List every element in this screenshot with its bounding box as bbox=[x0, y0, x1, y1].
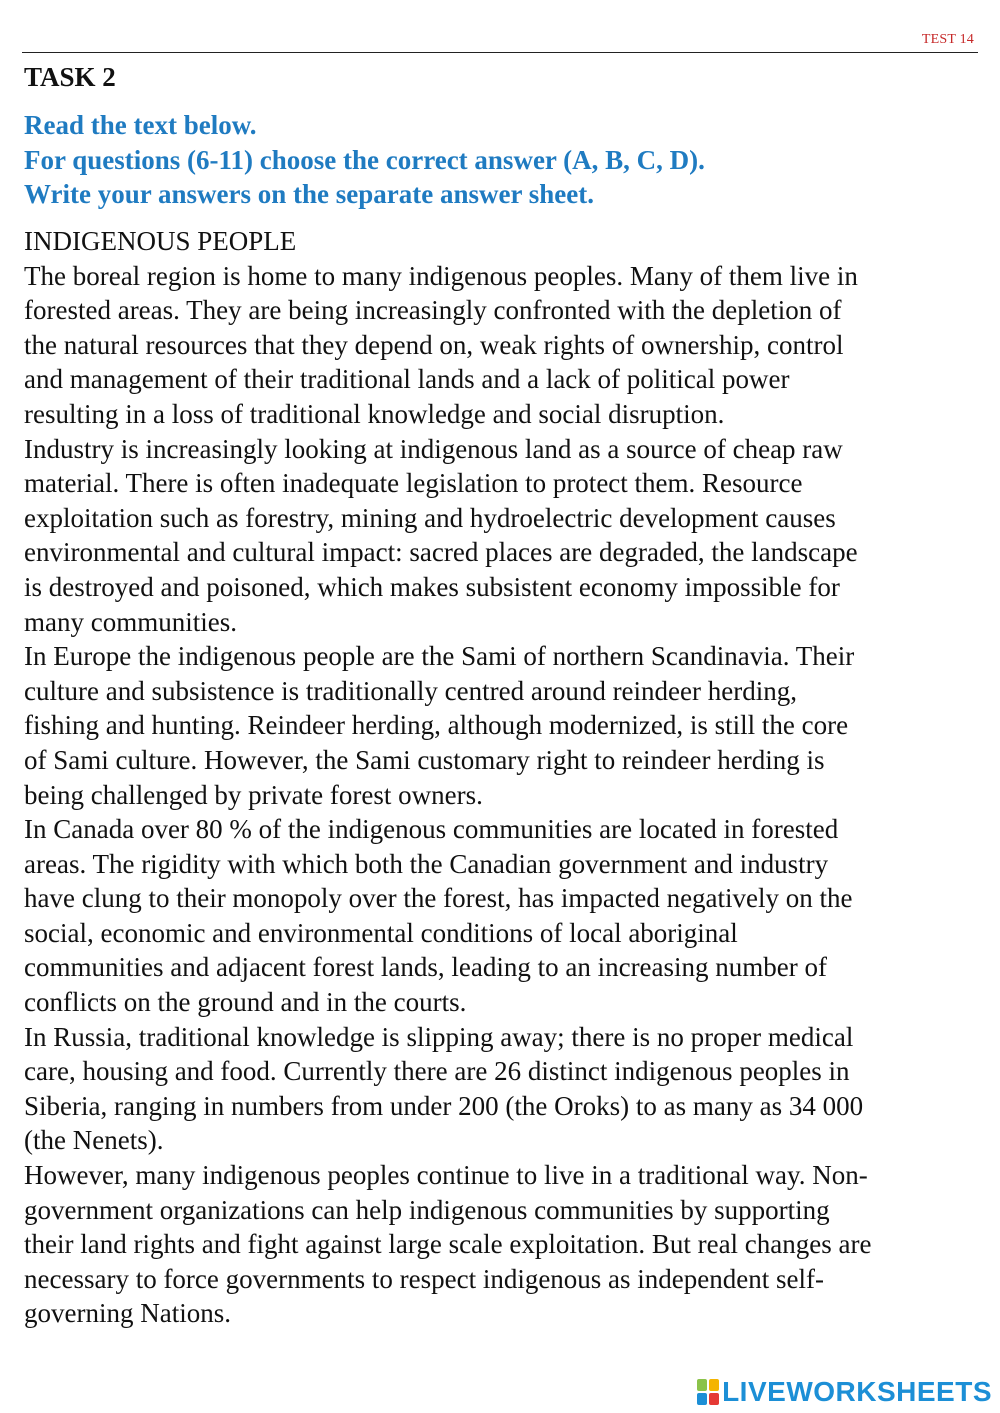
text-line: Siberia, ranging in numbers from under 200 (the Oroks) to as many as 34 000 bbox=[24, 1090, 864, 1121]
text-line: have clung to their monopoly over the forest, has impacted negatively on the bbox=[24, 883, 853, 914]
text-line: many communities. bbox=[24, 606, 237, 637]
article-title: INDIGENOUS PEOPLE bbox=[24, 226, 297, 256]
text-line: social, economic and environmental conditions of local aboriginal bbox=[24, 917, 738, 948]
header-divider bbox=[22, 52, 978, 53]
text-line: In Europe the indigenous people are the Sami of northern Scandinavia. Their bbox=[24, 641, 855, 672]
text-line: In Canada over 80 % of the indigenous communities are located in forested bbox=[24, 814, 839, 845]
text-line: However, many indigenous peoples continue to live in a traditional way. Non- bbox=[24, 1160, 868, 1191]
text-line: fishing and hunting. Reindeer herding, although modernized, is still the core bbox=[24, 710, 849, 741]
text-line: areas. The rigidity with which both the Canadian government and industry bbox=[24, 848, 829, 879]
task-title: TASK 2 bbox=[24, 62, 116, 92]
text-line: forested areas. They are being increasingly confronted with the depletion of bbox=[24, 295, 842, 326]
test-number-label: TEST 14 bbox=[921, 32, 974, 47]
text-line: (the Nenets). bbox=[24, 1125, 164, 1156]
text-line: government organizations can help indigenous communities by supporting bbox=[24, 1194, 830, 1225]
instruction-line: For questions (6-11) choose the correct answer (A, B, C, D). bbox=[24, 144, 705, 175]
text-line: In Russia, traditional knowledge is slipping away; there is no proper medical bbox=[24, 1021, 854, 1052]
text-line: governing Nations. bbox=[24, 1298, 231, 1329]
text-line: is destroyed and poisoned, which makes subsistent economy impossible for bbox=[24, 571, 840, 602]
text-line: The boreal region is home to many indigenous peoples. Many of them live in bbox=[24, 260, 858, 291]
instruction-line: Read the text below. bbox=[24, 110, 257, 140]
text-line: the natural resources that they depend on, weak rights of ownership, control bbox=[24, 329, 844, 360]
liveworksheets-watermark bbox=[697, 1376, 992, 1408]
text-line: resulting in a loss of traditional knowledge and social disruption. bbox=[24, 398, 725, 429]
text-line: care, housing and food. Currently there are 26 distinct indigenous peoples in bbox=[24, 1056, 850, 1087]
text-line: exploitation such as forestry, mining and hydroelectric development causes bbox=[24, 502, 836, 533]
text-line: being challenged by private forest owners. bbox=[24, 779, 483, 810]
text-line: culture and subsistence is traditionally centred around reindeer herding, bbox=[24, 675, 797, 706]
text-line: material. There is often inadequate legislation to protect them. Resource bbox=[24, 468, 803, 499]
text-line: conflicts on the ground and in the courts. bbox=[24, 987, 467, 1018]
liveworksheets-logo-icon bbox=[697, 1379, 719, 1405]
task-instructions bbox=[24, 108, 984, 212]
text-line: their land rights and fight against large scale exploitation. But real changes are bbox=[24, 1229, 872, 1260]
text-line: necessary to force governments to respect indigenous as independent self- bbox=[24, 1263, 824, 1294]
text-line: Industry is increasingly looking at indigenous land as a source of cheap raw bbox=[24, 433, 843, 464]
text-line: of Sami culture. However, the Sami customary right to reindeer herding is bbox=[24, 744, 825, 775]
instruction-line: Write your answers on the separate answer sheet. bbox=[24, 179, 594, 209]
reading-text bbox=[24, 224, 986, 1331]
text-line: and management of their traditional lands and a lack of political power bbox=[24, 364, 790, 395]
text-line: environmental and cultural impact: sacred places are degraded, the landscape bbox=[24, 537, 858, 568]
text-line: communities and adjacent forest lands, leading to an increasing number of bbox=[24, 952, 827, 983]
watermark-text: LIVEWORKSHEETS bbox=[722, 1376, 992, 1407]
